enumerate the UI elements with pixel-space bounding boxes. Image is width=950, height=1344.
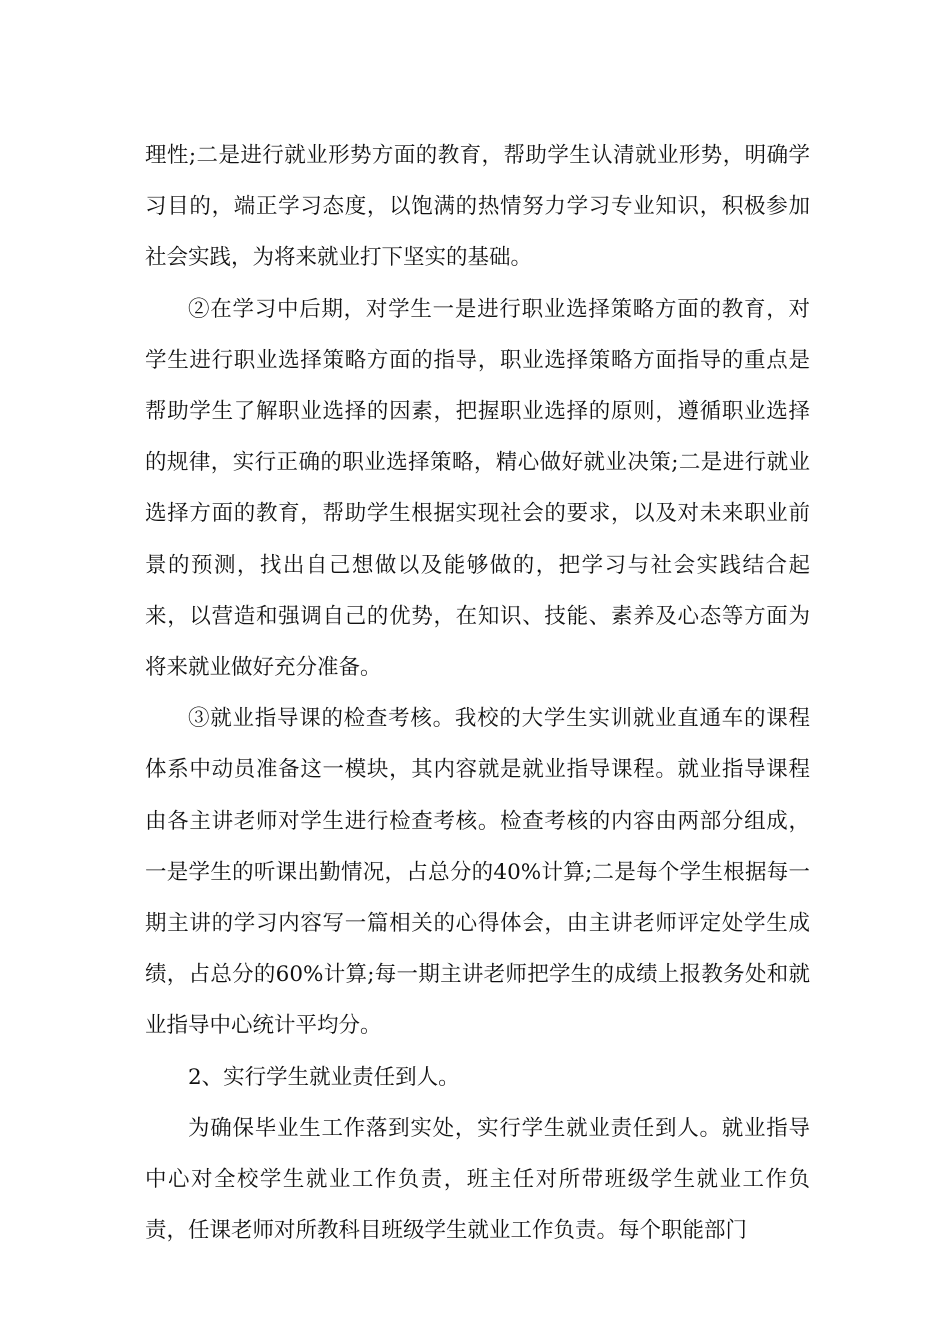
section-heading-responsibility: 2、实行学生就业责任到人。 <box>188 1064 460 1090</box>
paragraph-continuation: 理性;二是进行就业形势方面的教育，帮助学生认清就业形势，明确学习目的，端正学习态度，以饱满的热情努力学习专业知识，积极参加社会实践，为将来就业打下坚实的基础。 <box>145 143 810 271</box>
paragraph-course-assessment: ③就业指导课的检查考核。我校的大学生实训就业直通车的课程体系中动员准备这一模块，其内容就是就业指导课程。就业指导课程由各主讲老师对学生进行检查考核。检查考核的内容由两部分组成，一是学生的听课出勤情况，占总分的40%计算;二是每个学生根据每一期主讲的学习内容写一篇相关的心得体会，由主讲老师评定处学生成绩，占总分的60%计算;每一期主讲老师把学生的成绩上报教务处和就业指导中心统计平均分。 <box>145 706 810 1039</box>
document-body <box>145 130 810 1256</box>
paragraph-responsibility: 为确保毕业生工作落到实处，实行学生就业责任到人。就业指导中心对全校学生就业工作负责，班主任对所带班级学生就业工作负责，任课老师对所教科目班级学生就业工作负责。每个职能部门 <box>145 1115 810 1244</box>
paragraph-career-choice: ②在学习中后期，对学生一是进行职业选择策略方面的教育，对学生进行职业选择策略方面的指导，职业选择策略方面指导的重点是帮助学生了解职业选择的因素，把握职业选择的原则，遵循职业选择的规律，实行正确的职业选择策略，精心做好就业决策;二是进行就业选择方面的教育，帮助学生根据实现社会的要求，以及对未来职业前景的预测，找出自己想做以及能够做的，把学习与社会实践结合起来，以营造和强调自己的优势，在知识、技能、素养及心态等方面为将来就业做好充分准备。 <box>145 296 810 681</box>
